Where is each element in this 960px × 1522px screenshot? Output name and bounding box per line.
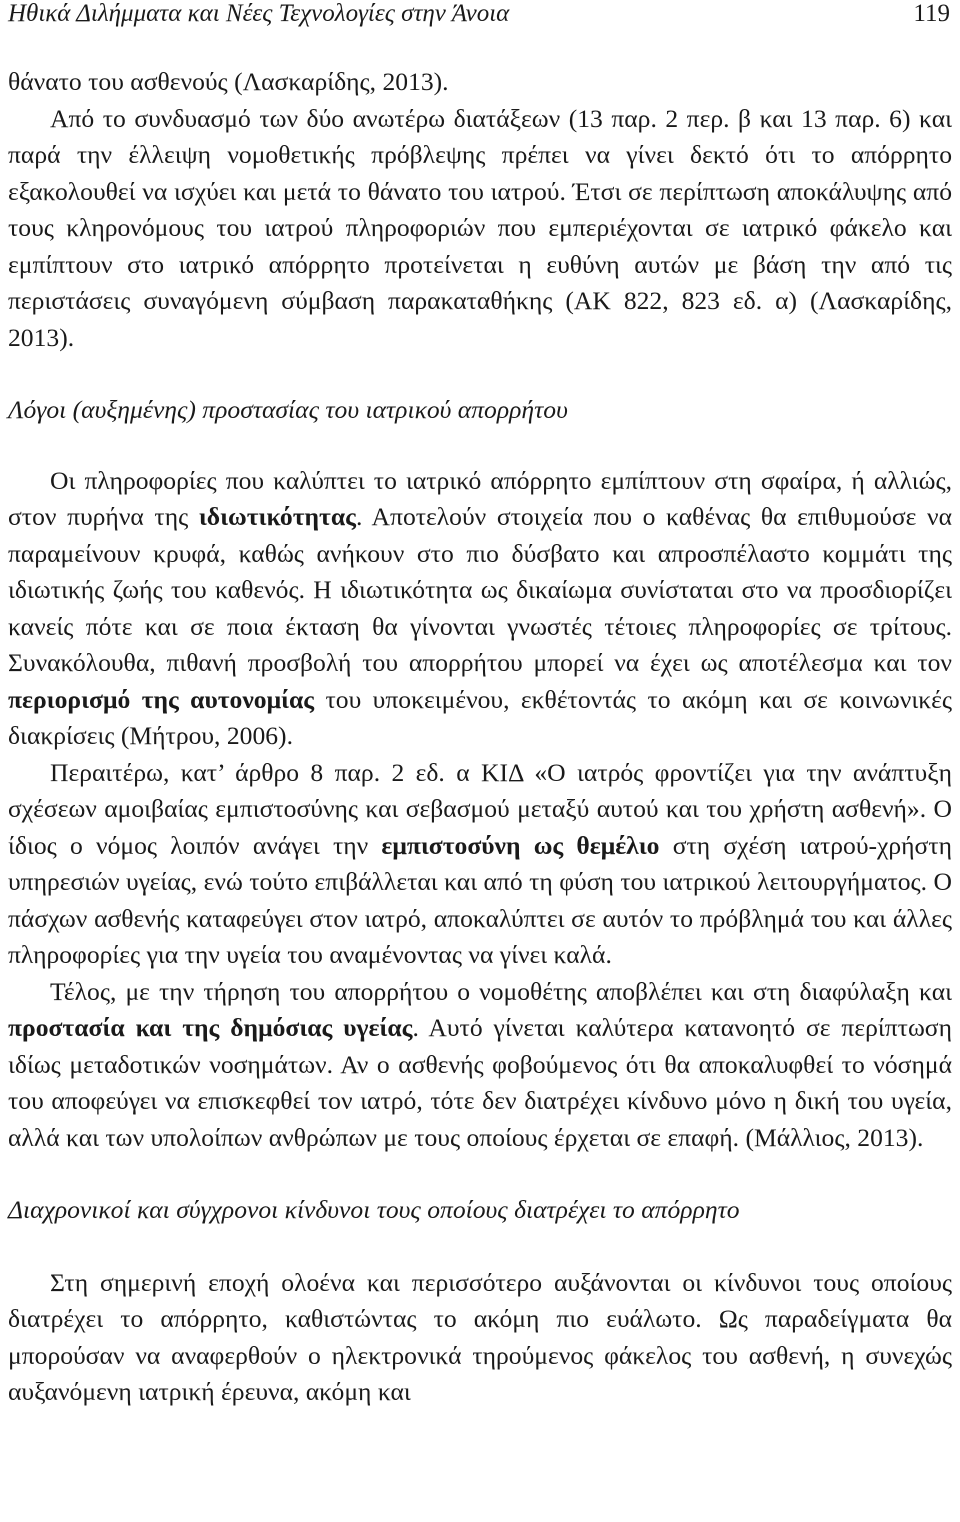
paragraph-trust (8, 755, 952, 974)
paragraph-public-health (8, 974, 952, 1157)
paragraph-modern-risks: Στη σημερινή εποχή ολοένα και περισσότερο αυξάνονται οι κίνδυνοι τους οποίους διατρέχει το απόρρητο, καθιστώντας το ακόμη πιο ευάλωτο. Ως παραδείγματα θα μπορούσαν να αναφερθούν ο ηλεκτρονικά τηρούμενος φάκελος του ασθενή, η συνεχώς αυξανόμενη ιατρική έρευνα, ακόμη και (8, 1267, 952, 1406)
privacy-text-start: Οι πληροφορίες που καλύπτει το ιατρικό απόρρητο εμπίπτουν στη σφαίρα, ή αλλιώς, στον πυρήνα της (8, 465, 952, 531)
running-header (8, 0, 952, 32)
section-heading-protection-reasons: Λόγοι (αυξημένης) προστασίας του ιατρικού απορρήτου (8, 395, 568, 424)
paragraph-continuation: θάνατο του ασθενούς (Λασκαρίδης, 2013). (8, 67, 449, 96)
privacy-text-middle: . Αποτελούν στοιχεία που ο καθένας θα επιθυμούσε να παραμείνουν κρυφά, καθώς ανήκουν στο πιο δύσβατο και απροσπέλαστο κομμάτι της ιδιωτικής ζωής του καθενός. Η ιδιωτικότητα ως δικαίωμα συνίσταται στο να προσδιορίζει κανείς πότε και σε ποια έκταση θα γίνονται γνωστές τέτοιες πληροφορίες σε τρίτους. Συνακόλουθα, πιθανή προσβολή του απορρήτου μπορεί να έχει ως αποτέλεσμα και τον (8, 502, 952, 677)
health-text-start: Τέλος, με την τήρηση του απορρήτου ο νομοθέτης αποβλέπει και στη διαφύλαξη και (50, 976, 952, 1006)
paragraph-privacy (8, 463, 952, 755)
privacy-text-end: του υποκειμένου, εκθέτοντάς το ακόμη και σε κοινωνικές διακρίσεις (Μήτρου, 2006). (8, 684, 952, 750)
trust-bold-term: εμπιστοσύνη ως θεμέλιο (381, 830, 660, 860)
paragraph-after-death-confidentiality: Από το συνδυασμό των δύο ανωτέρω διατάξεων (13 παρ. 2 περ. β και 13 παρ. 6) και παρά την έλλειψη νομοθετικής πρόβλεψης πρέπει να γίνει δεκτό ότι το απόρρητο εξακολουθεί να ισχύει και μετά το θάνατο του ιατρού. Έτσι σε περίπτωση αποκάλυψης από τους κληρονόμους του ιατρού πληροφοριών που εμπεριέχονται σε ιατρικό φάκελο και εμπίπτουν στο ιατρικό απόρρητο προτείνεται η ευθύνη αυτών με βάση την από τις περιστάσεις συναγόμενη σύμβαση παρακαταθήκης (ΑΚ 822, 823 εδ. α) (Λασκαρίδης, 2013). (8, 103, 952, 352)
running-title: Ηθικά Διλήμματα και Νέες Τεχνολογίες στην Άνοια (8, 0, 510, 27)
section-heading-risks: Διαχρονικοί και σύγχρονοι κίνδυνοι τους οποίους διατρέχει το απόρρητο (8, 1195, 740, 1224)
privacy-bold-term: ιδιωτικότητας (198, 502, 356, 531)
autonomy-bold-term: περιορισμό της αυτονομίας (8, 684, 315, 714)
trust-text-start: Περαιτέρω, κατ’ άρθρο 8 παρ. 2 εδ. α ΚΙΔ «Ο ιατρός φροντίζει για την ανάπτυξη σχέσεων αμοιβαίας εμπιστοσύνης και σεβασμού μεταξύ αυτού και του χρήστη ασθενή». Ο ίδιος ο νόμος λοιπόν ανάγει την (8, 757, 952, 860)
health-text-end: . Αυτό γίνεται καλύτερα κατανοητό σε περίπτωση ιδίως μεταδοτικών νοσημάτων. Αν ο ασθενής φοβούμενος ότι θα αποκαλυφθεί το νόσημά του αποφεύγει να επισκεφθεί τον ιατρό, τότε δεν διατρέχει κίνδυνο μόνο η δική του υγεία, αλλά και των υπολοίπων ανθρώπων με τους οποίους έρχεται σε επαφή. (Μάλλιος, 2013). (8, 1013, 952, 1152)
public-health-bold-term: προστασία και της δημόσιας υγείας (8, 1013, 413, 1042)
trust-text-end: στη σχέση ιατρού-χρήστη υπηρεσιών υγείας, ενώ τούτο επιβάλλεται και από τη φύση του ιατρικού λειτουργήματος. Ο πάσχων ασθενής καταφεύγει στον ιατρό, αποκαλύπτει σε αυτόν το πρόβλημά του και άλλες πληροφορίες για την υγεία του αναμένοντας να γίνει καλά. (8, 830, 953, 969)
page-number: 119 (913, 0, 950, 27)
